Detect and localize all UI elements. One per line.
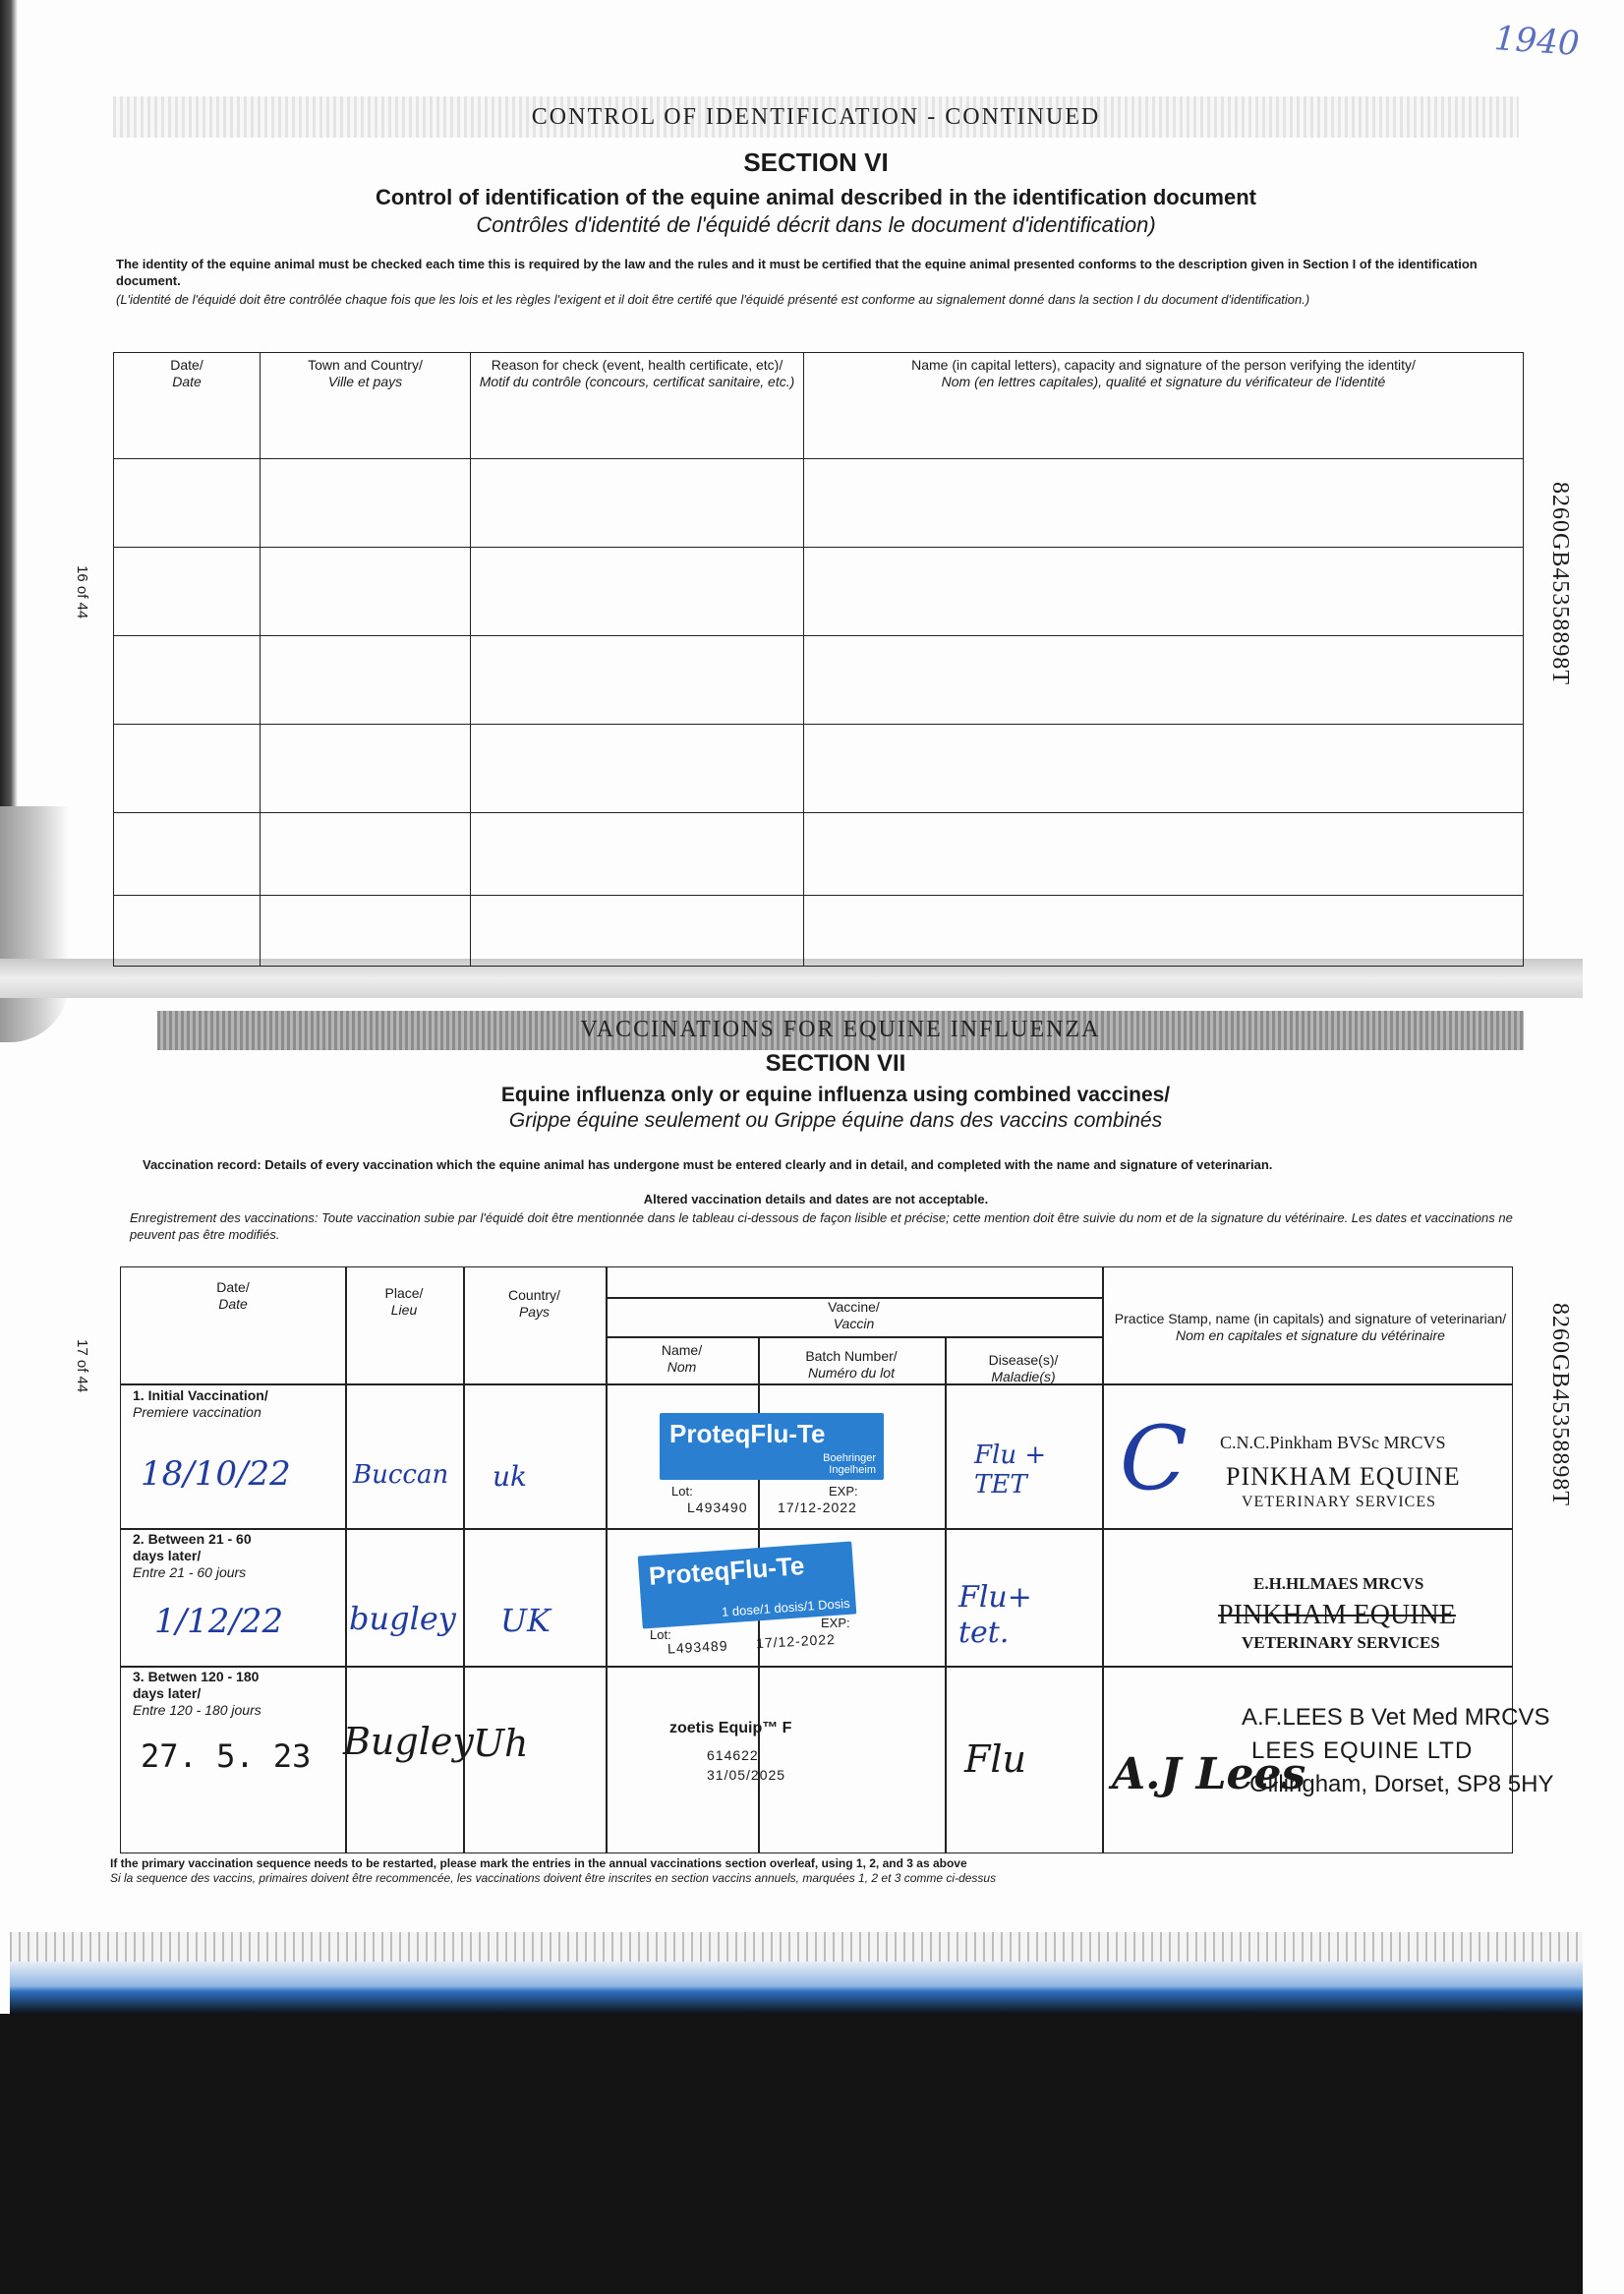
note-text: Details of every vaccination which the equine animal has undergone must be entered clearly and in detail, and completed with the name and signature of veterinarian. xyxy=(264,1157,1273,1172)
row1-vaccine-name: ProteqFlu-Te xyxy=(669,1419,826,1448)
footer-note-fr: Si la sequence des vaccins, primaires doivent être recommencée, les vaccinations doivent être inscrites en section vaccins annuels, marquées 1, 2 et 3 comme ci-dessus xyxy=(110,1871,997,1885)
row3-stamp-3: Gillingham, Dorset, SP8 5HY xyxy=(1249,1771,1554,1797)
row2-dose: 1 dose/1 dosis/1 Dosis xyxy=(721,1595,851,1619)
table-row xyxy=(114,548,1524,636)
row3-stamp-2: LEES EQUINE LTD xyxy=(1251,1737,1474,1764)
section-vii-note-2: Altered vaccination details and dates are not acceptable. xyxy=(643,1192,989,1206)
section-vi-title: Control of identification of the equine animal described in the identification document xyxy=(376,185,1256,209)
row1-vaccine-sticker xyxy=(660,1413,884,1480)
row2-date: 1/12/22 xyxy=(154,1602,284,1641)
hdr-place: Place/ Lieu xyxy=(384,1285,424,1318)
row1-date: 18/10/22 xyxy=(141,1454,291,1494)
row3-exp: 31/05/2025 xyxy=(707,1767,786,1783)
section-vi-heading: SECTION VI xyxy=(743,147,889,177)
row1-stamp-2: PINKHAM EQUINE xyxy=(1226,1462,1461,1491)
col-town-label: Town and Country/ xyxy=(308,357,423,373)
scan-edge xyxy=(10,1932,1583,1962)
section-vi-note: The identity of the equine animal must be checked each time this is required by the law and the rules and it must be certified that the equine animal presented conforms to the description given in Section I of the identification document. xyxy=(116,257,1478,288)
hdr-disease: Disease(s)/ Maladie(s) xyxy=(988,1352,1059,1384)
side-id-bottom: 8260GB45358898T xyxy=(1547,1303,1573,1506)
section-vii-title-fr: Grippe équine seulement ou Grippe équine dans des vaccins combinés xyxy=(508,1109,1163,1132)
col-town-label-fr: Ville et pays xyxy=(327,374,403,389)
hdr-vaccine: Vaccine/ Vaccin xyxy=(828,1299,880,1331)
scan-dark-area xyxy=(0,2014,1583,2294)
col-date-label: Date/ xyxy=(170,357,203,373)
corner-mark: 1940 xyxy=(1492,19,1581,64)
col-verifier xyxy=(804,353,1524,459)
page-number-top: 16 of 44 xyxy=(74,565,90,619)
row2-exp: 17/12-2022 xyxy=(755,1630,837,1652)
hdr-date: Date/ Date xyxy=(216,1279,250,1312)
col-verifier-label-fr: Nom (en lettres capitales), qualité et signature du vérificateur de l'identité xyxy=(941,374,1386,389)
row1-disease: Flu + TET xyxy=(974,1441,1047,1500)
section-vi-band-title: CONTROL OF IDENTIFICATION - CONTINUED xyxy=(531,104,1101,130)
row1-lot-label: Lot: xyxy=(671,1484,693,1499)
col-town xyxy=(261,353,471,459)
table-row xyxy=(114,636,1524,725)
vaccination-table xyxy=(120,1266,1554,1853)
row3-vaccine-name: zoetis Equip™ F xyxy=(669,1720,792,1736)
row2-disease: Flu+ tet. xyxy=(958,1580,1032,1650)
section-vi-band xyxy=(113,96,1519,138)
row2-lot-label: Lot: xyxy=(650,1627,671,1642)
hdr-batch: Batch Number/ Numéro du lot xyxy=(805,1348,898,1381)
col-reason xyxy=(471,353,804,459)
row3-date: 27. 5. 23 xyxy=(141,1737,312,1775)
row1-stamp-1: C.N.C.Pinkham BVSc MRCVS xyxy=(1220,1433,1446,1452)
row1-exp-label: EXP: xyxy=(829,1484,858,1499)
row3-country: Uh xyxy=(473,1722,529,1765)
row3-label: 3. Betwen 120 - 180 days later/ Entre 120 - 180 jours xyxy=(133,1669,261,1718)
row1-label: 1. Initial Vaccination/ Premiere vaccination xyxy=(133,1387,268,1420)
section-vi-title-fr: Contrôles d'identité de l'équidé décrit dans le document d'identification) xyxy=(476,212,1156,237)
row1-maker: Boehringer Ingelheim xyxy=(823,1452,876,1476)
row2-label: 2. Between 21 - 60 days later/ Entre 21 - 60 jours xyxy=(133,1531,252,1580)
col-date-label-fr: Date xyxy=(172,374,202,389)
row3-signature: A.J Lees xyxy=(1112,1749,1306,1799)
table-header-row xyxy=(114,353,1524,459)
row2-lot: L493489 xyxy=(667,1637,728,1657)
hdr-country: Country/ Pays xyxy=(508,1287,560,1320)
row1-place: Buccan xyxy=(353,1460,449,1490)
col-date xyxy=(114,353,261,459)
section-vi-note-fr: (L'identité de l'équidé doit être contrôlée chaque fois que les lois et les règles l'exigent et il doit être certifé que l'équidé présenté est conforme au signalement donné dans la section I du document d'identification.) xyxy=(116,292,1310,307)
row3-lot: 614622 xyxy=(707,1747,759,1763)
section-vii-title: Equine influenza only or equine influenza using combined vaccines/ xyxy=(500,1084,1171,1106)
row2-country: UK xyxy=(500,1602,551,1639)
section-vii-note xyxy=(143,1156,1529,1173)
row1-signature: C xyxy=(1120,1407,1188,1510)
row1-exp: 17/12-2022 xyxy=(778,1500,857,1515)
page-number-bottom: 17 of 44 xyxy=(74,1339,90,1393)
row1-lot: L493490 xyxy=(687,1500,748,1515)
section-vii-band xyxy=(157,1011,1524,1050)
page-curl xyxy=(0,806,69,1042)
scan-blue-strip xyxy=(10,1962,1583,2016)
row1-stamp-3: VETERINARY SERVICES xyxy=(1242,1494,1437,1510)
row3-disease: Flu xyxy=(964,1737,1026,1781)
section-vii-heading: SECTION VII xyxy=(765,1050,906,1077)
identity-check-table xyxy=(113,352,1524,967)
footer-note: If the primary vaccination sequence needs to be restarted, please mark the entries in the annual vaccinations section overleaf, using 1, 2, and 3 as above xyxy=(110,1856,967,1870)
hdr-practice: Practice Stamp, name (in capitals) and signature of veterinarian/ Nom en capitales et signature du vétérinaire xyxy=(1114,1311,1507,1343)
row2-stamp-2: PINKHAM EQUINE xyxy=(1218,1600,1456,1630)
table-row xyxy=(114,813,1524,896)
col-reason-label-fr: Motif du contrôle (concours, certificat sanitaire, etc.) xyxy=(479,374,795,389)
row2-stamp-3: VETERINARY SERVICES xyxy=(1242,1633,1440,1652)
table-row xyxy=(114,725,1524,813)
col-reason-label: Reason for check (event, health certificate, etc)/ xyxy=(491,357,783,373)
hdr-name: Name/ Nom xyxy=(661,1342,703,1375)
row1-country: uk xyxy=(493,1460,527,1493)
table-row xyxy=(114,459,1524,548)
col-verifier-label: Name (in capital letters), capacity and signature of the person verifying the identity/ xyxy=(911,357,1416,373)
note-lead: Vaccination record: xyxy=(143,1157,261,1172)
table-row xyxy=(114,896,1524,967)
section-vii-band-title: VACCINATIONS FOR EQUINE INFLUENZA xyxy=(580,1017,1101,1042)
row2-vaccine-name: ProteqFlu-Te xyxy=(648,1550,806,1591)
row2-place: bugley xyxy=(349,1600,456,1637)
row2-exp-label: EXP: xyxy=(821,1616,850,1630)
side-id-top: 8260GB45358898T xyxy=(1547,482,1573,685)
row3-stamp-1: A.F.LEES B Vet Med MRCVS xyxy=(1242,1704,1550,1731)
row2-stamp-1: E.H.HLMAES MRCVS xyxy=(1253,1574,1424,1593)
section-vii-note-fr: Enregistrement des vaccinations: Toute vaccination subie par l'équidé doit être mentionnée dans le tableau ci-dessous de façon lisible et précise; cette mention doit être suivie du nom et de la signature du vétérinaire. Les dates et vaccinations ne peuvent pas être modifiés. xyxy=(130,1210,1513,1242)
row3-place: Bugley xyxy=(343,1720,474,1763)
